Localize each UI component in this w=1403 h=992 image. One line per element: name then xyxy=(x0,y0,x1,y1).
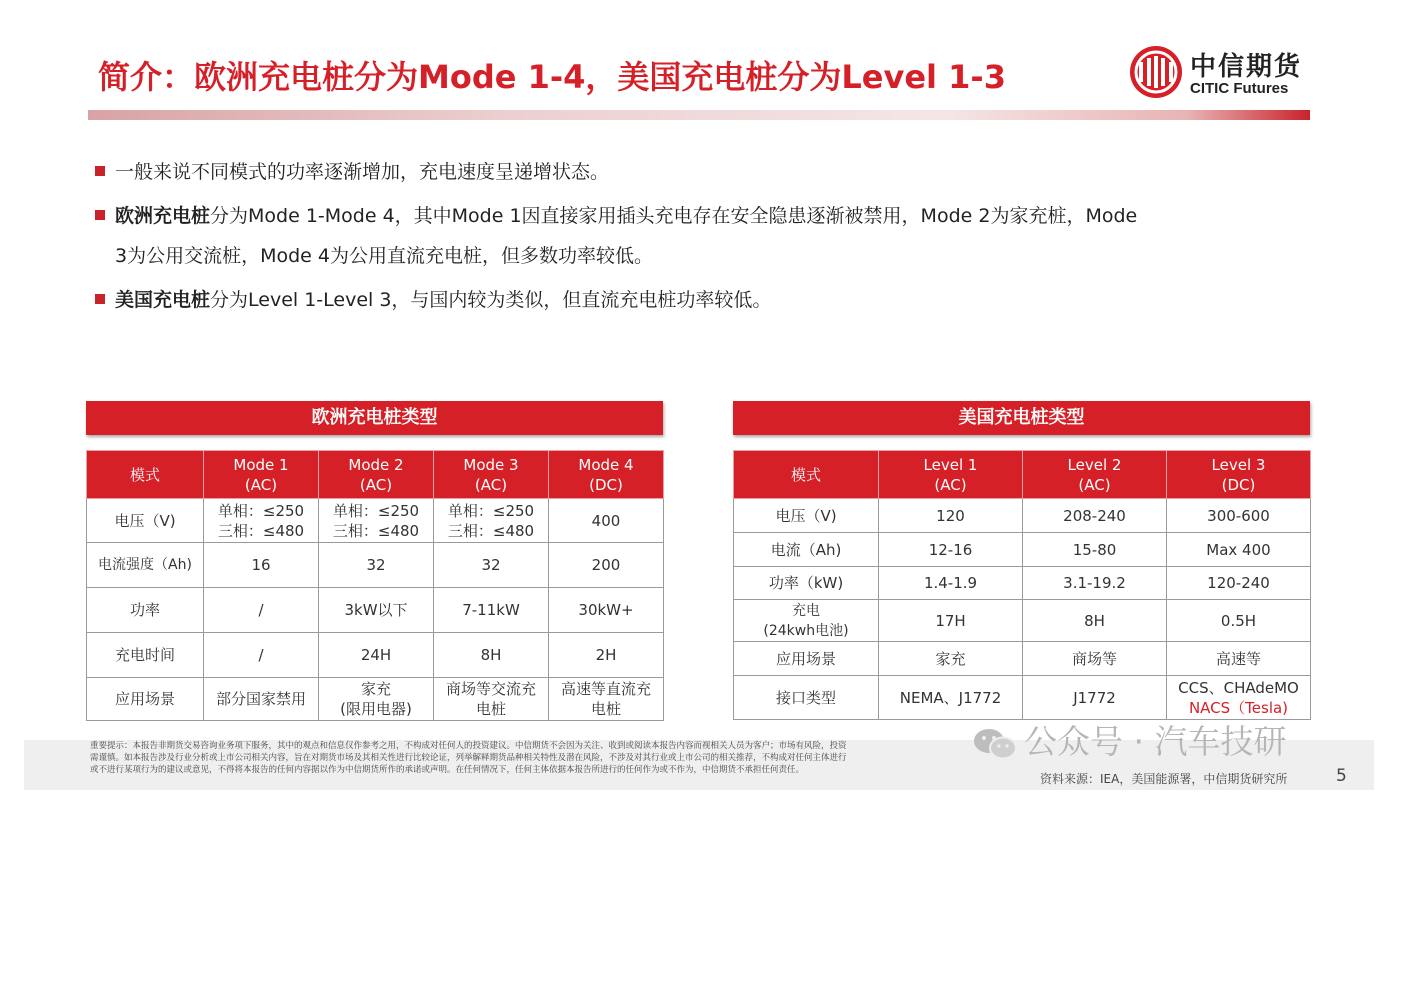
value-cell: 17H xyxy=(879,600,1023,642)
bullet-square-icon xyxy=(95,166,105,176)
value-cell: 家充 (限用电器) xyxy=(319,678,434,721)
table-row xyxy=(87,499,664,543)
value-cell: J1772 xyxy=(1023,676,1167,720)
page-title: 简介：欧洲充电桩分为Mode 1-4，美国充电桩分为Level 1-3 xyxy=(98,58,1006,96)
source-note: 资料来源：IEA，美国能源署，中信期货研究所 xyxy=(1040,772,1288,786)
value-cell: 16 xyxy=(204,543,319,588)
watermark-text: 公众号 · 汽车技研 xyxy=(1024,722,1287,761)
logo-name-en: CITIC Futures xyxy=(1190,80,1289,97)
eu_table-header-cell: Mode 3 (AC) xyxy=(434,451,549,499)
value-cell: Max 400 xyxy=(1167,533,1311,567)
row-label-cell: 应用场景 xyxy=(734,642,879,676)
table-row xyxy=(734,642,1311,676)
value-cell: 单相：≤250 三相：≤480 xyxy=(319,499,434,543)
table-row xyxy=(87,543,664,588)
row-label-cell: 充电 (24kwh电池) xyxy=(734,600,879,642)
table-row xyxy=(734,533,1311,567)
value-cell: 3kW以下 xyxy=(319,588,434,633)
wechat-icon xyxy=(972,726,1018,762)
value-cell: 2H xyxy=(549,633,664,678)
wechat-watermark xyxy=(972,716,1286,763)
value-cell: 200 xyxy=(549,543,664,588)
bullet-text: 一般来说不同模式的功率逐渐增加，充电速度呈递增状态。 xyxy=(115,161,610,183)
row-label-cell: 电流（Ah) xyxy=(734,533,879,567)
value-cell: 24H xyxy=(319,633,434,678)
row-label-cell: 功率 xyxy=(87,588,204,633)
bullet-line xyxy=(115,152,1310,192)
value-cell: 家充 xyxy=(879,642,1023,676)
us_table-header-cell: 模式 xyxy=(734,451,879,499)
bullet-item xyxy=(95,152,1310,192)
value-cell: / xyxy=(204,588,319,633)
bullet-text: 3为公用交流桩，Mode 4为公用直流充电桩，但多数功率较低。 xyxy=(115,245,653,267)
eu-charger-table xyxy=(86,450,664,721)
value-cell: 高速等 xyxy=(1167,642,1311,676)
nacs-note: NACS（Tesla) xyxy=(1188,698,1289,717)
value-cell: 3.1-19.2 xyxy=(1023,567,1167,600)
table-row xyxy=(734,676,1311,720)
bullet-bold-term: 美国充电桩 xyxy=(115,289,211,311)
value-cell: 300-600 xyxy=(1167,499,1311,533)
value-cell: 32 xyxy=(319,543,434,588)
value-cell: 1.4-1.9 xyxy=(879,567,1023,600)
citic-futures-logo xyxy=(1128,44,1318,104)
value-cell: 0.5H xyxy=(1167,600,1311,642)
value-cell: 32 xyxy=(434,543,549,588)
page-number: 5 xyxy=(1336,766,1347,786)
table-row xyxy=(87,678,664,721)
eu_table-header-cell: Mode 4 (DC) xyxy=(549,451,664,499)
bullet-line xyxy=(115,236,1310,276)
value-cell: 部分国家禁用 xyxy=(204,678,319,721)
table-row xyxy=(87,633,664,678)
row-label-cell: 应用场景 xyxy=(87,678,204,721)
eu_table-header-cell: Mode 2 (AC) xyxy=(319,451,434,499)
row-label-cell: 充电时间 xyxy=(87,633,204,678)
us_table-header-cell: Level 1 (AC) xyxy=(879,451,1023,499)
eu_table-header-cell: 模式 xyxy=(87,451,204,499)
table-row xyxy=(734,600,1311,642)
bullet-square-icon xyxy=(95,210,105,220)
value-cell: 120-240 xyxy=(1167,567,1311,600)
bullet-square-icon xyxy=(95,294,105,304)
disclaimer-text: 重要提示：本报告非期货交易咨询业务项下服务，其中的观点和信息仅作参考之用，不构成对任何人的投资建议。中信期货不会因为关注、收到或阅读本报告内容而视相关人员为客户；市场有风险，投资需谨慎。如本报告涉及行业分析或上市公司相关内容，旨在对期货市场及其相关性进行比较论证，列举解释期货品种相关特性及潜在风险，不涉及对其行业或上市公司的相关推荐，不构成对任何主体进行或不进行某项行为的建议或意见，不得将本报告的任何内容据以作为中信期货所作的承诺或声明。在任何情况下，任何主体依据本报告所进行的任何作为或不作为，中信期货不承担任何责任。 xyxy=(90,741,847,775)
bullet-bold-term: 欧洲充电桩 xyxy=(115,205,211,227)
us_table-header-cell: Level 3 (DC) xyxy=(1167,451,1311,499)
value-cell: 单相：≤250 三相：≤480 xyxy=(434,499,549,543)
row-label-cell: 接口类型 xyxy=(734,676,879,720)
row-label-cell: 电压（V) xyxy=(87,499,204,543)
value-cell: NEMA、J1772 xyxy=(879,676,1023,720)
value-cell: 8H xyxy=(434,633,549,678)
us-charger-table xyxy=(733,450,1311,720)
row-label-cell: 电流强度（Ah) xyxy=(87,543,204,588)
value-cell: 400 xyxy=(549,499,664,543)
us_table-header-cell: Level 2 (AC) xyxy=(1023,451,1167,499)
value-cell: 高速等直流充 电桩 xyxy=(549,678,664,721)
table-row xyxy=(87,588,664,633)
value-cell: 208-240 xyxy=(1023,499,1167,533)
value-cell: 8H xyxy=(1023,600,1167,642)
bullet-line xyxy=(115,196,1310,236)
value-cell: 商场等交流充 电桩 xyxy=(434,678,549,721)
row-label-cell: 功率（kW) xyxy=(734,567,879,600)
bullet-item xyxy=(95,196,1310,276)
value-cell: 7-11kW xyxy=(434,588,549,633)
value-cell: 商场等 xyxy=(1023,642,1167,676)
eu-table-banner: 欧洲充电桩类型 xyxy=(86,401,663,435)
value-cell: 120 xyxy=(879,499,1023,533)
bullet-text: 分为Level 1-Level 3，与国内较为类似，但直流充电桩功率较低。 xyxy=(210,289,772,311)
row-label-cell: 电压（V) xyxy=(734,499,879,533)
eu_table-header-cell: Mode 1 (AC) xyxy=(204,451,319,499)
value-cell: CCS、CHAdeMO NACS（Tesla) xyxy=(1167,676,1311,720)
citic-seal-icon xyxy=(1128,44,1184,100)
table-row xyxy=(734,567,1311,600)
us-table-banner: 美国充电桩类型 xyxy=(733,401,1310,435)
value-cell: 30kW+ xyxy=(549,588,664,633)
bullet-list xyxy=(95,152,1310,320)
title-divider xyxy=(88,110,1310,120)
value-cell: 15-80 xyxy=(1023,533,1167,567)
bullet-line xyxy=(115,280,1310,320)
value-cell: 单相：≤250 三相：≤480 xyxy=(204,499,319,543)
bullet-item xyxy=(95,280,1310,320)
logo-name-cn: 中信期货 xyxy=(1190,52,1303,82)
value-cell: / xyxy=(204,633,319,678)
bullet-text: 分为Mode 1-Mode 4，其中Mode 1因直接家用插头充电存在安全隐患逐渐被禁用，Mode 2为家充桩，Mode xyxy=(210,205,1138,227)
table-row xyxy=(734,499,1311,533)
value-cell: 12-16 xyxy=(879,533,1023,567)
